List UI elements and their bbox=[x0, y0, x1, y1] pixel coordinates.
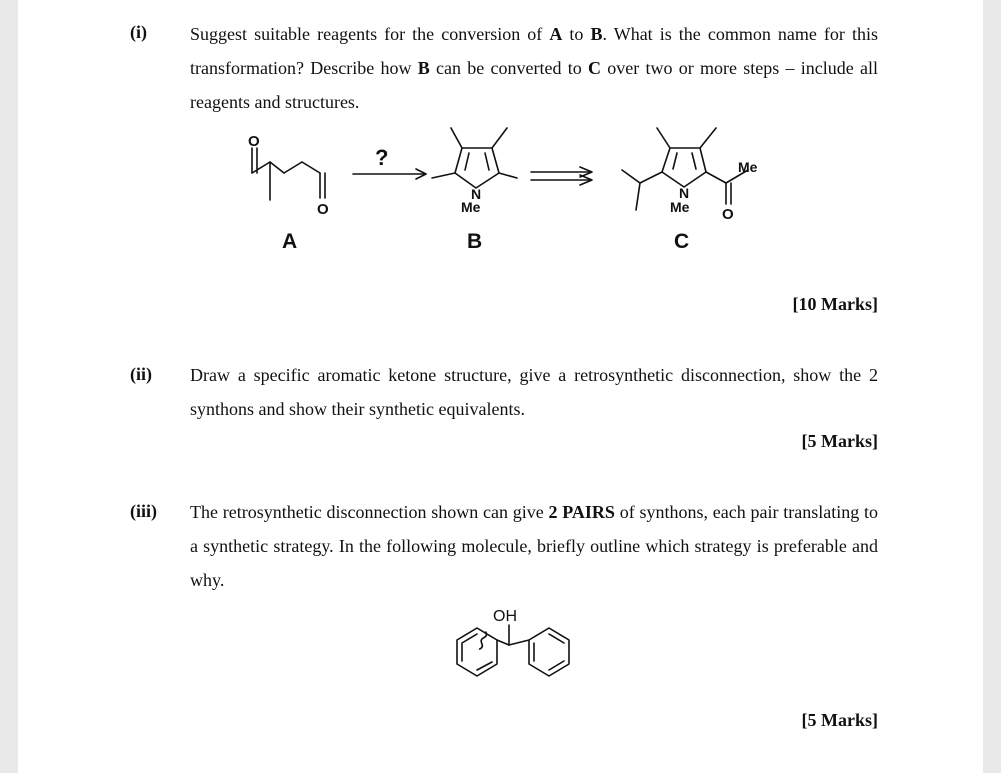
atom-me-label: Me bbox=[670, 199, 690, 215]
atom-n-label: N bbox=[679, 185, 690, 201]
arrow-a-to-b bbox=[353, 169, 426, 179]
question-3-text: The retrosynthetic disconnection shown can give 2 PAIRS of synthons, each pair translating to a synthetic strategy. In the following molecule, briefly outline which strategy is preferable and why. bbox=[190, 502, 878, 590]
diphenylethanol-structure bbox=[457, 625, 569, 676]
arrow-b-to-c bbox=[531, 167, 592, 185]
document-page bbox=[18, 0, 983, 773]
atom-oh-label: OH bbox=[493, 608, 517, 625]
question-2-number: (ii) bbox=[130, 364, 152, 384]
question-1-number: (i) bbox=[130, 22, 147, 42]
question-3-marks: [5 Marks] bbox=[801, 710, 878, 730]
atom-o-label: O bbox=[722, 206, 734, 223]
atom-o-label: O bbox=[248, 133, 260, 150]
atom-o-label: O bbox=[317, 201, 329, 218]
compound-label-a: A bbox=[282, 230, 298, 253]
question-3-number: (iii) bbox=[130, 501, 157, 521]
arrow-question-mark: ? bbox=[375, 145, 389, 170]
compound-label-c: C bbox=[674, 230, 690, 253]
compound-label-b: B bbox=[467, 230, 483, 253]
compound-a-structure bbox=[252, 148, 325, 200]
atom-me-label: Me bbox=[461, 199, 481, 215]
compound-b-structure bbox=[432, 128, 517, 188]
atom-n-label: N bbox=[471, 186, 482, 202]
question-1-text: Suggest suitable reagents for the conversion of A to B. What is the common name for this transformation? Describe how B can be converted to C over two or more steps – include all reagents and structures. bbox=[190, 24, 879, 112]
question-2-marks: [5 Marks] bbox=[801, 431, 878, 451]
atom-me-label: Me bbox=[738, 159, 758, 175]
question-1-marks: [10 Marks] bbox=[792, 294, 878, 314]
question-2-text: Draw a specific aromatic ketone structure, give a retrosynthetic disconnection, show the 2 synthons and show their synthetic equivalents. bbox=[190, 365, 878, 419]
